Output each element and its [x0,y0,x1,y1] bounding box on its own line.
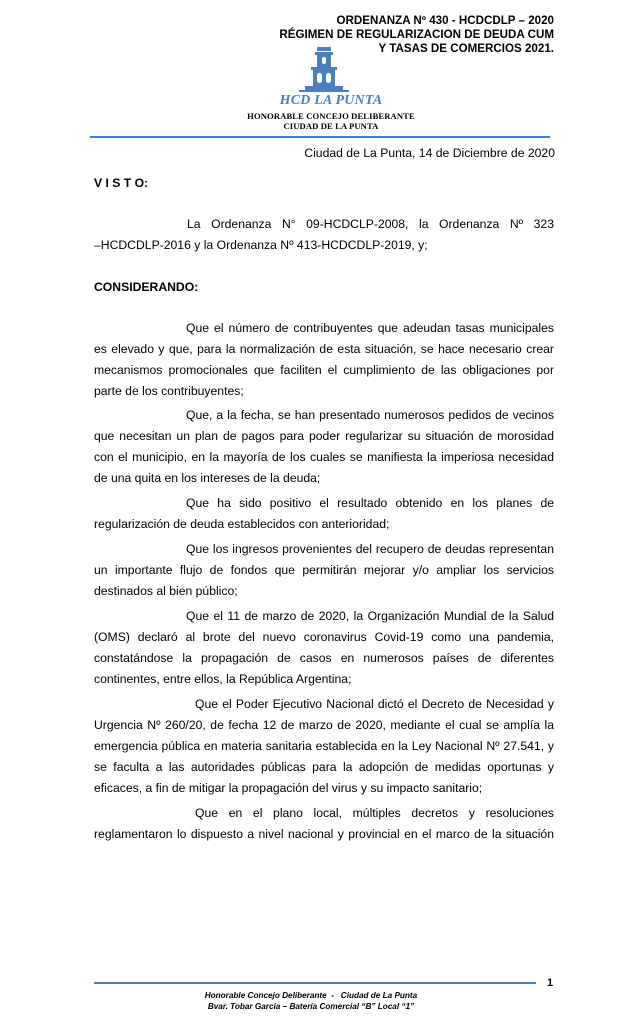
paragraph-line: de una quita en los intereses de la deuda; [94,471,321,485]
paragraph-line: (OMS) declaró al brote del nuevo coronavirus Covid-19 como una pandemia, [94,630,554,644]
visto-line: –HCDCDLP-2016 y la Ordenanza Nº 413-HCDCDLP-2019, y; [94,238,428,252]
paragraph-line: con el municipio, en la mayoría de los cuales se manifiesta la imperiosa necesidad [94,450,554,464]
paragraph-line: Que el Poder Ejecutivo Nacional dictó el Decreto de Necesidad y [195,697,554,711]
paragraph-line: destinados al bien público; [94,584,238,598]
paragraph-line: regularización de deuda establecidos con anterioridad; [94,517,390,531]
visto-line: La Ordenanza N° 09-HCDCLP-2008, la Ordenanza Nº 323 [187,217,554,231]
date-line: Ciudad de La Punta, 14 de Diciembre de 2020 [304,146,555,160]
institution-name: HONORABLE CONCEJO DELIBERANTE [247,111,415,121]
paragraph-line: Que, a la fecha, se han presentado numerosos pedidos de vecinos [186,408,554,422]
paragraph-line: continentes, entre ellos, la República Argentina; [94,672,352,686]
header-divider [90,136,550,138]
page-number: 1 [547,977,554,989]
council-building-logo-icon [293,44,355,94]
footer-line1: Honorable Concejo Deliberante - Ciudad de La Punta [204,991,418,1000]
ordinance-subtitle-line1: RÉGIMEN DE REGULARIZACION DE DEUDA CUM [279,28,554,41]
ordinance-subtitle-line2: Y TASAS DE COMERCIOS 2021. [378,42,554,55]
paragraph-line: Que el número de contribuyentes que adeudan tasas municipales [186,321,554,335]
paragraph-line: Que ha sido positivo el resultado obtenido en los planes de [186,496,554,510]
paragraph-line: constatándose la propagación de casos en numerosos países de diferentes [94,651,554,665]
city-name: CIUDAD DE LA PUNTA [283,121,379,131]
paragraph-line: emergencia pública en materia sanitaria establecida en la Ley Nacional Nº 27.541, y [94,739,554,753]
paragraph-line: Que el 11 de marzo de 2020, la Organización Mundial de la Salud [186,609,554,623]
paragraph-line: Que los ingresos provenientes del recupero de deudas representan [186,542,554,556]
footer-divider [94,982,536,984]
paragraph-line: Urgencia Nº 260/20, de fecha 12 de marzo de 2020, mediante el cual se amplía la [94,718,554,732]
paragraph-line: eficaces, a fin de mitigar la propagación del virus y su impacto sanitario; [94,781,483,795]
paragraph-line: es elevado y que, para la normalización de esta situación, se hace necesario crear [94,342,554,356]
considerando-heading: CONSIDERANDO: [94,280,199,294]
paragraph-line: parte de los contribuyentes; [94,384,244,398]
paragraph-line: un importante flujo de fondos que permitirán mejorar y/o ampliar los servicios [94,563,554,577]
paragraph-line: Que en el plano local, múltiples decretos y resoluciones [195,806,554,820]
paragraph-line: se faculta a las autoridades públicas para la adopción de medidas oportunas y [94,760,554,774]
footer-line2: Bvar. Tobar García – Batería Comercial “B” Local “1” [207,1002,415,1011]
paragraph-line: que necesitan un plan de pagos para poder regularizar su situación de morosidad [94,429,554,443]
ordinance-title: ORDENANZA Nº 430 - HCDCDLP – 2020 [336,14,554,27]
visto-heading: V I S T O: [94,176,149,190]
council-logo-text: HCD LA PUNTA [279,93,383,108]
paragraph-line: mecanismos promocionales que faciliten el cumplimiento de las obligaciones por [94,363,554,377]
paragraph-line: reglamentaron lo dispuesto a nivel nacional y provincial en el marco de la situación [94,827,554,841]
